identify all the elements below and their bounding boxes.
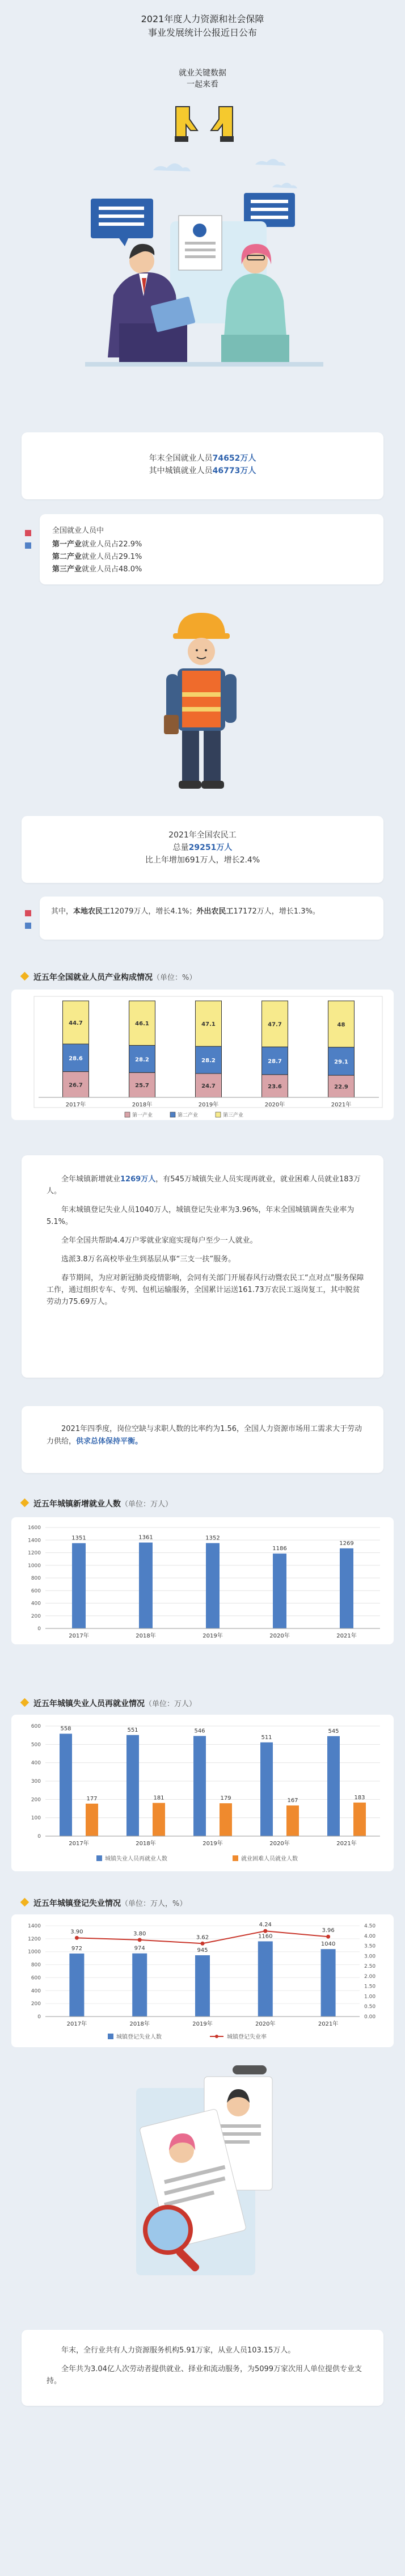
chart3-bar-label: 179 [220,1795,231,1802]
chart4-y-tick-left: 800 [31,1962,41,1968]
chart4-bar [258,1941,273,2017]
new-jobs-suffix: ，有545万城镇失业人员实现再就业，就业困难人员就业183万人。 [47,1175,361,1196]
chart2-bar-label: 1269 [339,1540,354,1547]
header [0,0,405,386]
chart4-y-tick-right: 1.50 [364,1984,376,1990]
migrant-detail-prefix: 其中， [51,907,74,916]
subtitle-line-2: 一起来看 [187,80,218,89]
chart4-title [22,1897,187,1909]
chart4-bar-label: 974 [134,1945,145,1952]
chart1-bar-label: 47.1 [201,1021,216,1028]
industry-secondary-text: 就业人员占29.1% [82,553,142,561]
chart2-x-tick: 2019年 [202,1633,223,1639]
chart4-y-tick-right: 2.00 [364,1973,376,1980]
outbound-migrant-text: 17172万人，增长1.3%。 [233,907,320,916]
chart4-y-tick-left: 0 [37,2014,41,2020]
chart2-x-tick: 2017年 [69,1633,89,1639]
narrative-spring-action: 春节期间，为应对新冠肺炎疫情影响，会同有关部门开展春风行动暨农民工“点对点”服务保障工作，通过组织专车、专列、包机运输服务，全国累计运送161.73万农民工返岗复工，其中脱贫劳动力75.69万人。 [47,1274,364,1306]
blue-marker [25,542,31,549]
total-employment [22,453,383,464]
chart3-bar-label: 546 [194,1728,205,1735]
chart4-bar-label: 972 [71,1945,82,1952]
chart3-x-tick: 2019年 [202,1841,223,1847]
chart3-bar-hardship [153,1803,165,1836]
chart1-legend-swatch [170,1112,175,1117]
chart3-y-tick: 500 [31,1742,41,1748]
industry-structure-chart [11,990,394,1120]
chart4-rate-point [75,1936,79,1940]
chart4-bar [132,1954,147,2017]
chart4-bar-label: 1040 [320,1941,336,1948]
migrant-total [22,842,383,853]
migrant-total-label: 总量 [172,843,189,852]
chart4-bar [321,1949,336,2017]
chart1-legend-swatch [125,1112,130,1117]
chart4-x-tick: 2021年 [318,2021,339,2027]
total-employment-label: 年末全国就业人员 [149,454,213,463]
chart4-legend-swatch-bar [108,2034,113,2039]
industry-shares-card [40,514,383,584]
narrative1-body [47,1173,364,1315]
chart2-y-tick: 1600 [28,1525,41,1531]
chart2-y-tick: 1400 [28,1538,41,1544]
industry-tertiary-label: 第三产业 [52,565,82,574]
chart2-y-tick: 1200 [28,1550,41,1556]
total-employment-value: 74652万人 [212,454,256,463]
migrant-detail [51,906,372,918]
chart2-bar [72,1543,86,1628]
chart1-bar-label: 28.7 [268,1058,282,1065]
urban-employment [22,465,383,477]
chart4-rate-label: 3.90 [70,1929,83,1935]
chart3-legend-label: 就业困难人员就业人数 [241,1856,298,1862]
chart1-bar-label: 29.1 [334,1059,348,1066]
chart4-title-text: 近五年城镇登记失业情况 [33,1899,121,1908]
narrative-zero-employment: 全年全国共帮助4.4万户零就业家庭实现每户至少一人就业。 [61,1236,258,1245]
blue-marker-2 [25,923,31,929]
chart2-bar [273,1554,286,1628]
chart3-bar-label: 181 [153,1795,164,1801]
chart2-y-tick: 1000 [28,1563,41,1569]
chart2-y-tick: 600 [31,1588,41,1594]
local-migrant-text: 12079万人，增长4.1%； [110,907,197,916]
industry-primary [52,538,142,549]
chart4-legend-marker-line [215,2035,218,2038]
chart4-bar [69,1954,84,2017]
chart3-x-tick: 2018年 [136,1841,156,1847]
industry-intro: 全国就业人员中 [52,527,104,535]
chart1-title-text: 近五年全国就业人员产业构成情况 [33,973,153,982]
chart4-bar-label: 1160 [258,1933,273,1940]
hr-services-body [47,2345,364,2394]
chart2-title-text: 近五年城镇新增就业人数 [33,1500,121,1509]
migrant-growth: 比上年增加691万人，增长2.4% [145,856,260,865]
red-marker [25,530,31,536]
chart3-unit: （单位：万人） [145,1700,197,1708]
chart1-bar-label: 28.2 [135,1057,149,1063]
diamond-bullet-icon [20,972,29,981]
chart1-bar-label: 28.2 [201,1058,216,1064]
interview-illustration-icon [85,153,323,380]
chart3-legend-swatch [96,1855,102,1861]
chart3-legend-label: 城镇失业人员再就业人数 [105,1856,167,1862]
chart2-y-tick: 200 [31,1613,41,1619]
migrant-total-value: 29251万人 [188,843,233,852]
chart1-x-tick: 2018年 [132,1102,153,1108]
chart1-title [22,971,196,983]
chart1-bar-label: 26.7 [69,1082,83,1089]
chart4-rate-label: 3.96 [322,1927,335,1934]
chart1-x-tick: 2021年 [331,1102,352,1108]
chart4-legend-label-bar: 城镇登记失业人数 [116,2034,162,2040]
chart3-y-tick: 100 [31,1815,41,1821]
chart4-rate-point [201,1942,205,1946]
subtitle-line-1: 就业关键数据 [179,69,226,78]
chart2-y-tick: 400 [31,1601,41,1607]
new-jobs-value: 1269万人 [120,1175,156,1184]
resume-magnifier-icon [119,2065,289,2287]
chart1-legend-label: 第一产业 [132,1113,153,1118]
urban-employment-label: 其中城镇就业人员 [149,466,213,475]
chart2-box [11,1517,394,1644]
industry-primary-label: 第一产业 [52,540,82,549]
red-marker-2 [25,910,31,916]
chart1-bar-label: 25.7 [135,1083,149,1089]
narrative-new-jobs [47,1173,364,1197]
chart3-bar-reemployed [327,1736,340,1836]
chart1-x-tick: 2017年 [65,1102,86,1108]
chart4-rate-label: 3.62 [196,1934,209,1941]
chart1-legend-label: 第二产业 [178,1113,199,1118]
local-migrant-label: 本地农民工 [73,907,111,916]
chart3-title-text: 近五年城镇失业人员再就业情况 [33,1699,145,1708]
chart3-y-tick: 300 [31,1779,41,1784]
chart2-bar-label: 1351 [71,1535,86,1542]
chart4-rate-point [326,1935,330,1939]
market-balance-card [22,1406,383,1473]
industry-tertiary [52,563,142,574]
chart3-title [22,1698,196,1709]
construction-worker-icon [162,607,241,794]
chart3-bar-label: 511 [261,1734,272,1741]
new-jobs-prefix: 全年城镇新增就业 [61,1175,121,1184]
chart3-x-tick: 2021年 [336,1841,357,1847]
chart4-rate-label: 4.24 [259,1922,272,1929]
diamond-bullet-icon [20,1698,29,1707]
chart4-unit: （单位：万人，%） [121,1900,187,1908]
chart1-x-tick: 2019年 [198,1102,219,1108]
industry-tertiary-text: 就业人员占48.0% [82,565,142,574]
chart2-bar [139,1543,153,1628]
chart4-y-tick-left: 400 [31,1988,41,1994]
market-balance-main: 2021年四季度，岗位空缺与求职人数的比率约为1.56，全国人力资源市场用工需求大于劳动力供给， [47,1425,362,1446]
urban-employment-value: 46773万人 [212,466,256,475]
industry-secondary [52,550,142,561]
market-balance-highlight: 供求总体保持平衡。 [76,1437,143,1446]
chart2-bar-label: 1352 [205,1535,220,1542]
diamond-bullet-icon [20,1898,29,1907]
chart4-y-tick-right: 0.50 [364,2004,376,2010]
chart1-box [11,990,394,1120]
chart1-bar-label: 47.7 [268,1021,282,1028]
title-line-2: 事业发展统计公报近日公布 [147,27,257,38]
industry-primary-text: 就业人员占22.9% [82,540,142,549]
hr-services-card [22,2330,383,2406]
chart3-bar-hardship [286,1805,299,1836]
chart4-y-tick-right: 3.00 [364,1954,376,1960]
chart1-legend-swatch [216,1112,221,1117]
employment-summary-card [22,432,383,499]
chart1-bar-label: 44.7 [69,1020,83,1026]
chart2-bar-label: 1186 [272,1546,287,1552]
chart3-bar-reemployed [260,1742,273,1836]
chart3-bar-hardship [353,1803,366,1836]
chart2-title [22,1498,172,1509]
chart4-rate-point [263,1929,267,1933]
chart2-bar [340,1548,353,1628]
chart3-bar-label: 183 [354,1794,365,1801]
chart1-bar-label: 22.9 [334,1084,348,1091]
chart3-bar-hardship [220,1803,232,1836]
migrant-workers-card [22,816,383,883]
narrative-graduates: 选派3.8万名高校毕业生到基层从事“三支一扶”服务。 [61,1255,236,1264]
chart3-y-tick: 0 [37,1834,41,1840]
chart4-y-tick-left: 600 [31,1975,41,1981]
chart4-y-tick-left: 200 [31,2001,41,2007]
chart3-x-tick: 2020年 [269,1841,290,1847]
chart2-unit: （单位：万人） [121,1500,173,1509]
chart3-y-tick: 400 [31,1760,41,1766]
title-line-1: 2021年度人力资源和社会保障 [141,14,264,24]
chart4-x-tick: 2018年 [129,2021,150,2027]
chart4-y-tick-left: 1400 [28,1923,41,1929]
chart3-bar-label: 177 [86,1795,98,1802]
chart3-bar-reemployed [193,1736,206,1836]
chart2-x-tick: 2021年 [336,1633,357,1639]
chart4-y-tick-right: 3.50 [364,1943,376,1950]
chart3-bar-reemployed [126,1735,139,1836]
chart2-x-tick: 2018年 [136,1633,156,1639]
migrant-title: 2021年全国农民工 [168,831,237,840]
chart4-y-tick-left: 1000 [28,1949,41,1955]
chart4-box [11,1914,394,2047]
chart1-legend-label: 第三产业 [223,1113,244,1118]
chart4-y-tick-right: 0.00 [364,2014,376,2020]
chart4-y-tick-right: 1.00 [364,1994,376,2000]
chart4-x-tick: 2017年 [66,2021,87,2027]
chart3-y-tick: 600 [31,1724,41,1729]
chart3-box [11,1715,394,1871]
chart4-y-tick-right: 2.50 [364,1964,376,1970]
chart3-bar-label: 545 [328,1728,339,1735]
chart3-bar-label: 551 [127,1727,138,1733]
chart4-rate-label: 3.80 [133,1930,146,1937]
chart4-rate-point [138,1938,142,1942]
hr-institutions: 年末，全行业共有人力资源服务机构5.91万家，从业人员103.15万人。 [61,2346,296,2355]
chart2-bar-label: 1361 [138,1534,153,1541]
pointing-hands-icon [170,102,238,148]
chart2-y-tick: 0 [37,1626,41,1632]
employment-narrative-card [22,1155,383,1378]
chart4-y-tick-left: 1200 [28,1936,41,1942]
chart2-y-tick: 800 [31,1576,41,1581]
chart1-x-tick: 2020年 [264,1102,285,1108]
migrant-detail-card [40,896,383,940]
outbound-migrant-label: 外出农民工 [196,907,234,916]
reemployment-chart [11,1715,394,1871]
chart4-legend-label-line: 城镇登记失业率 [227,2034,267,2040]
chart3-x-tick: 2017年 [69,1841,89,1847]
registered-unemployment-chart [11,1914,394,2047]
narrative-unemployment: 年末城镇登记失业人员1040万人，城镇登记失业率为3.96%，年末全国城镇调查失业率为5.1%。 [47,1206,355,1226]
chart2-bar [206,1543,220,1628]
chart3-bar-label: 558 [60,1725,71,1732]
chart1-bar-label: 46.1 [135,1021,149,1028]
market-balance-text [47,1423,364,1448]
chart4-y-tick-right: 4.50 [364,1923,376,1929]
industry-secondary-label: 第二产业 [52,553,82,561]
chart1-unit: （单位：%） [153,974,197,982]
chart3-legend-swatch [233,1855,238,1861]
new-urban-jobs-chart [11,1517,394,1644]
diamond-bullet-icon [20,1499,29,1508]
chart1-bar-label: 23.6 [268,1083,282,1090]
hr-services-volume: 全年共为3.04亿人次劳动者提供就业、择业和流动服务，为5099万家次用人单位提供专业支持。 [47,2365,362,2385]
chart4-x-tick: 2019年 [192,2021,213,2027]
chart4-x-tick: 2020年 [255,2021,276,2027]
chart3-bar-label: 167 [287,1798,298,1804]
chart4-bar-label: 945 [197,1947,208,1954]
chart4-bar [195,1955,210,2017]
chart3-bar-reemployed [60,1734,72,1836]
chart3-bar-hardship [86,1804,98,1836]
chart3-y-tick: 200 [31,1797,41,1803]
chart1-bar-label: 48 [337,1021,345,1028]
chart2-x-tick: 2020年 [269,1633,290,1639]
chart1-bar-label: 24.7 [201,1083,216,1090]
chart4-y-tick-right: 4.00 [364,1933,376,1939]
chart1-bar-label: 28.6 [69,1055,83,1062]
